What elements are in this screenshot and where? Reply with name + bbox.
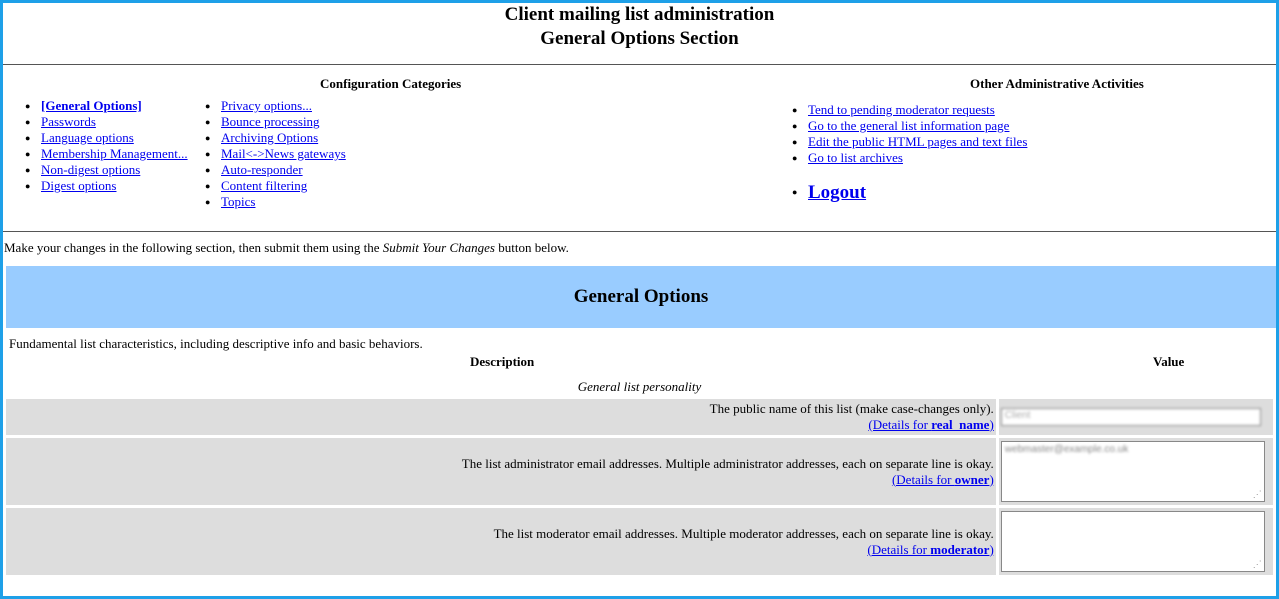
details-link-moderator[interactable] bbox=[867, 542, 993, 557]
nav-link-autoresponder[interactable]: Auto-responder bbox=[221, 162, 303, 177]
page-subtitle: General Options Section bbox=[540, 28, 739, 49]
description-header: Description bbox=[470, 354, 535, 369]
option-description bbox=[6, 438, 996, 505]
intro-emphasis: Submit Your Changes bbox=[382, 240, 495, 255]
intro-after: button below. bbox=[494, 240, 569, 255]
owner-textarea[interactable] bbox=[1001, 441, 1265, 502]
resize-grip-icon[interactable]: ⋰ bbox=[1252, 489, 1262, 499]
page-title: Client mailing list administration bbox=[504, 4, 775, 25]
intro-text bbox=[3, 232, 1276, 266]
details-suffix: ) bbox=[989, 417, 994, 432]
details-suffix: ) bbox=[989, 471, 994, 487]
option-description bbox=[6, 399, 996, 435]
details-suffix: ) bbox=[989, 541, 994, 557]
nav-item bbox=[792, 118, 1027, 134]
other-activities-list bbox=[792, 102, 1027, 166]
nav-item bbox=[205, 194, 346, 210]
categories-title: Configuration Categories bbox=[320, 76, 462, 91]
option-text: The public name of this list (make case-changes only). bbox=[709, 401, 994, 416]
option-text: The list administrator email addresses. Multiple administrator addresses, each on separate line is okay. bbox=[461, 455, 994, 471]
section-description: Fundamental list characteristics, including descriptive info and basic behaviors. bbox=[9, 336, 423, 351]
categories-list-2 bbox=[205, 98, 346, 210]
column-headers bbox=[3, 353, 1276, 378]
link-moderator-requests[interactable]: Tend to pending moderator requests bbox=[808, 102, 995, 117]
nav-section bbox=[3, 65, 1276, 231]
value-header: Value bbox=[1153, 354, 1185, 369]
logout-item bbox=[792, 182, 866, 204]
details-var: owner bbox=[954, 471, 990, 487]
other-activities-title: Other Administrative Activities bbox=[970, 76, 1144, 91]
nav-item bbox=[205, 178, 346, 194]
nav-link-digest[interactable]: Digest options bbox=[41, 178, 117, 193]
nav-item bbox=[792, 102, 1027, 118]
details-var: real_name bbox=[931, 417, 990, 432]
details-link-real-name[interactable] bbox=[868, 417, 993, 432]
option-description bbox=[6, 508, 996, 575]
nav-link-content-filtering[interactable]: Content filtering bbox=[221, 178, 308, 193]
nav-link-bounce[interactable]: Bounce processing bbox=[221, 114, 320, 129]
nav-link-privacy[interactable]: Privacy options... bbox=[221, 98, 312, 113]
section-banner: General Options bbox=[6, 266, 1276, 328]
nav-item bbox=[205, 162, 346, 178]
subsection-title: General list personality bbox=[577, 379, 702, 394]
resize-grip-icon[interactable]: ⋰ bbox=[1252, 559, 1262, 569]
link-list-archives[interactable]: Go to list archives bbox=[808, 150, 903, 165]
nav-link-passwords[interactable]: Passwords bbox=[41, 114, 96, 129]
option-value bbox=[999, 508, 1273, 575]
option-text: The list moderator email addresses. Multiple moderator addresses, each on separate line is okay. bbox=[493, 525, 994, 541]
table-row bbox=[6, 399, 1273, 435]
nav-item bbox=[25, 146, 188, 162]
nav-item bbox=[205, 114, 346, 130]
real-name-input[interactable]: Client bbox=[1001, 408, 1261, 426]
nav-item bbox=[205, 146, 346, 162]
nav-link-language[interactable]: Language options bbox=[41, 130, 134, 145]
owner-value: webmaster@example.co.uk bbox=[1004, 444, 1129, 455]
nav-item bbox=[25, 130, 188, 146]
nav-item bbox=[25, 162, 188, 178]
nav-item bbox=[205, 98, 346, 114]
options-table bbox=[3, 396, 1276, 578]
logout-link[interactable]: Logout bbox=[808, 182, 867, 203]
details-prefix: (Details for bbox=[891, 471, 955, 487]
link-edit-html[interactable]: Edit the public HTML pages and text files bbox=[808, 134, 1028, 149]
nav-item bbox=[205, 130, 346, 146]
details-link-owner[interactable] bbox=[892, 472, 994, 487]
nav-link-topics[interactable]: Topics bbox=[221, 194, 256, 209]
intro-before: Make your changes in the following section, then submit them using the bbox=[4, 240, 383, 255]
details-var: moderator bbox=[930, 541, 990, 557]
page-header bbox=[3, 3, 1276, 64]
option-value bbox=[999, 438, 1273, 505]
details-prefix: (Details for bbox=[867, 541, 931, 557]
nav-item bbox=[792, 150, 1027, 166]
nav-item bbox=[25, 98, 188, 114]
moderator-textarea[interactable] bbox=[1001, 511, 1265, 572]
nav-link-archiving[interactable]: Archiving Options bbox=[221, 130, 319, 145]
nav-item bbox=[25, 178, 188, 194]
details-prefix: (Details for bbox=[868, 417, 932, 432]
nav-link-mail-news[interactable]: Mail<->News gateways bbox=[221, 146, 346, 161]
categories-list-1 bbox=[25, 98, 188, 194]
nav-link-membership[interactable]: Membership Management... bbox=[41, 146, 188, 161]
nav-link-non-digest[interactable]: Non-digest options bbox=[41, 162, 141, 177]
nav-item bbox=[792, 134, 1027, 150]
option-value bbox=[999, 399, 1273, 435]
table-row bbox=[6, 508, 1273, 575]
table-row bbox=[6, 438, 1273, 505]
link-list-info[interactable]: Go to the general list information page bbox=[808, 118, 1010, 133]
nav-item bbox=[25, 114, 188, 130]
nav-link-general-options[interactable]: [General Options] bbox=[41, 98, 142, 113]
